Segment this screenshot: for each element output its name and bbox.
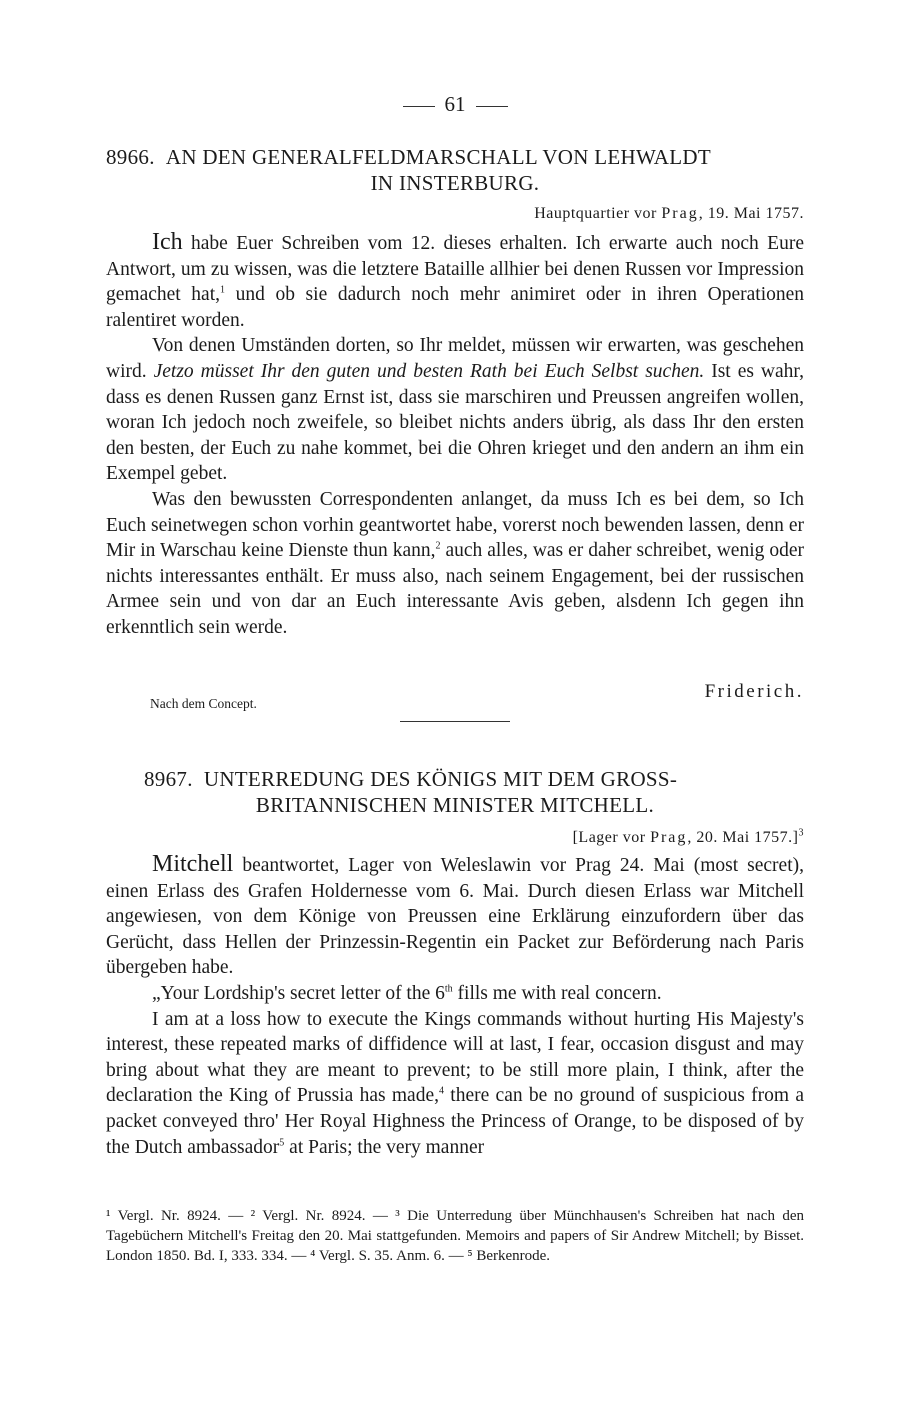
header-dash-left xyxy=(403,106,435,107)
footnote-ref-5: 5 xyxy=(279,1137,285,1149)
doc2-title xyxy=(106,766,804,818)
doc2-body xyxy=(106,852,804,1160)
footnote-ref-4: 4 xyxy=(438,1085,444,1097)
footnote-ref-2: 2 xyxy=(435,540,441,552)
doc1-paragraph-3 xyxy=(106,487,804,641)
doc1-p3-start: Was den bewussten Correspondenten anlanget, da muss Ich es bei dem, so Ich Euch seinetwegen schon vorhin geantwortet habe, vorerst noch bewenden lassen, denn er Mir in Warschau keine Dienste thun kann, xyxy=(106,488,804,562)
doc1-p2-italic: Jetzo müsset Ihr den guten und besten Rath bei Euch Selbst suchen. xyxy=(153,360,705,382)
doc1-title xyxy=(106,144,804,196)
separator-rule xyxy=(400,721,510,722)
doc1-p1-text: habe Euer Schreiben vom 12. dieses erhalten. Ich erwarte auch noch Eure Antwort, um zu wissen, was die letztere Bataille allhier bei denen Russen vor Impression gemachet hat, xyxy=(106,233,804,306)
section-separator xyxy=(106,721,804,722)
doc1-p2-start: Von denen Umständen dorten, so Ihr meldet, müssen wir erwarten, was geschehen wird. xyxy=(106,335,804,382)
footnotes: ¹ Vergl. Nr. 8924. — ² Vergl. Nr. 8924. — ³ Die Unterredung über Münchhausen's Schreiben hat nach den Tagebüchern Mitchell's Freitag den 20. Mai stattgefunden. Memoirs and papers of Sir Andrew Mitchell; by Bisset. London 1850. Bd. I, 333. 334. — ⁴ Vergl. S. 35. Anm. 6. — ⁵ Berkenrode. xyxy=(106,1208,804,1264)
doc1-dateline-date: , 19. Mai 1757. xyxy=(698,205,804,222)
doc2-number: 8967. xyxy=(144,767,193,791)
doc1-p3-end: auch alles, was er daher schreibet, wenig oder nichts interessantes enthält. Er muss also, nach seinem Engagement, bei der russischen Armee sein und von dar an Euch interessante Avis geben, alsdenn Ich gegen ihn erkenntlich sein werde. xyxy=(106,540,804,638)
doc1-signature: Friderich. xyxy=(704,681,804,702)
doc1-dateline xyxy=(106,205,804,223)
footnote-ref-1: 1 xyxy=(220,284,226,296)
doc2-dateline-place: Prag xyxy=(650,829,688,846)
doc2-paragraph-1 xyxy=(106,852,804,981)
header-dash-right xyxy=(476,106,508,107)
page-number: 61 xyxy=(444,92,466,116)
doc1-source-note: Nach dem Concept. xyxy=(150,696,257,711)
doc1-title-line1: AN DEN GENERALFELDMARSCHALL VON LEHWALDT xyxy=(165,145,711,169)
doc2-q1-ordinal: th xyxy=(444,983,453,995)
doc2-dateline xyxy=(106,829,804,847)
doc2-q2-end: at Paris; the very manner xyxy=(284,1136,485,1158)
doc1-dateline-prefix: Hauptquartier vor xyxy=(534,205,657,222)
doc2-q2-middle: there can be no ground of suspicious from a packet conveyed thro' Her Royal Highness the Princess of Orange, to be disposed of by the Dutch ambassador xyxy=(106,1085,804,1158)
doc1-p1-end: und ob sie dadurch noch mehr animiret oder in ihren Operationen ralentiret worden. xyxy=(106,284,805,331)
doc2-p1-text: beantwortet, Lager von Weleslawin vor Prag 24. Mai (most secret), einen Erlass des Grafen Holdernesse vom 6. Mai. Durch diesen Erlass war Mitchell angewiesen, von dem Könige von Preussen eine Erklärung einzufordern über das Gerücht, dass Hellen der Prinzessin-Regentin ein Packet zur Beförderung nach Paris übergeben habe. xyxy=(106,855,804,979)
doc1-paragraph-1 xyxy=(106,230,804,333)
doc2-quote-1 xyxy=(106,981,804,1007)
doc2-dateline-prefix: [Lager vor xyxy=(572,829,646,846)
footnote-ref-3: 3 xyxy=(798,827,804,839)
doc1-number: 8966. xyxy=(106,145,155,169)
page-header xyxy=(106,92,804,117)
doc1-title-line2: IN INSTERBURG. xyxy=(370,171,540,195)
doc1-p2-end: Ist es wahr, dass es denen Russen ganz Ernst ist, dass sie marschiren und Preussen angreifen wollen, woran Ich jedoch noch zweifele, so bleibet nichts anders übrig, als dass Ihr den ersten den besten, der Euch zu nahe kommet, bei die Ohren krieget und den andern an ihm ein Exempel gebet. xyxy=(106,360,804,485)
doc1-body xyxy=(106,230,804,641)
doc2-dateline-date: , 20. Mai 1757.] xyxy=(687,829,799,846)
doc2-initial: Mitchell xyxy=(152,851,234,877)
doc1-initial: Ich xyxy=(152,229,183,255)
doc1-dateline-place: Prag xyxy=(661,205,699,222)
doc2-q1-start: „Your Lordship's secret letter of the 6 xyxy=(152,982,445,1004)
doc2-quote-2 xyxy=(106,1007,804,1161)
doc2-q1-end: fills me with real concern. xyxy=(452,982,662,1004)
doc1-paragraph-2 xyxy=(106,333,804,487)
doc2-q2-start: I am at a loss how to execute the Kings commands without hurting His Majesty's interest, these repeated marks of diffidence will at last, I fear, occasion disgust and may bring about what they are meant to prevent; to be still more plain, I think, after the declaration the King of Prussia has made, xyxy=(106,1008,804,1107)
doc2-title-line1: UNTERREDUNG DES KÖNIGS MIT DEM GROSS- xyxy=(203,767,678,791)
doc2-title-line2: BRITANNISCHEN MINISTER MITCHELL. xyxy=(255,793,655,817)
